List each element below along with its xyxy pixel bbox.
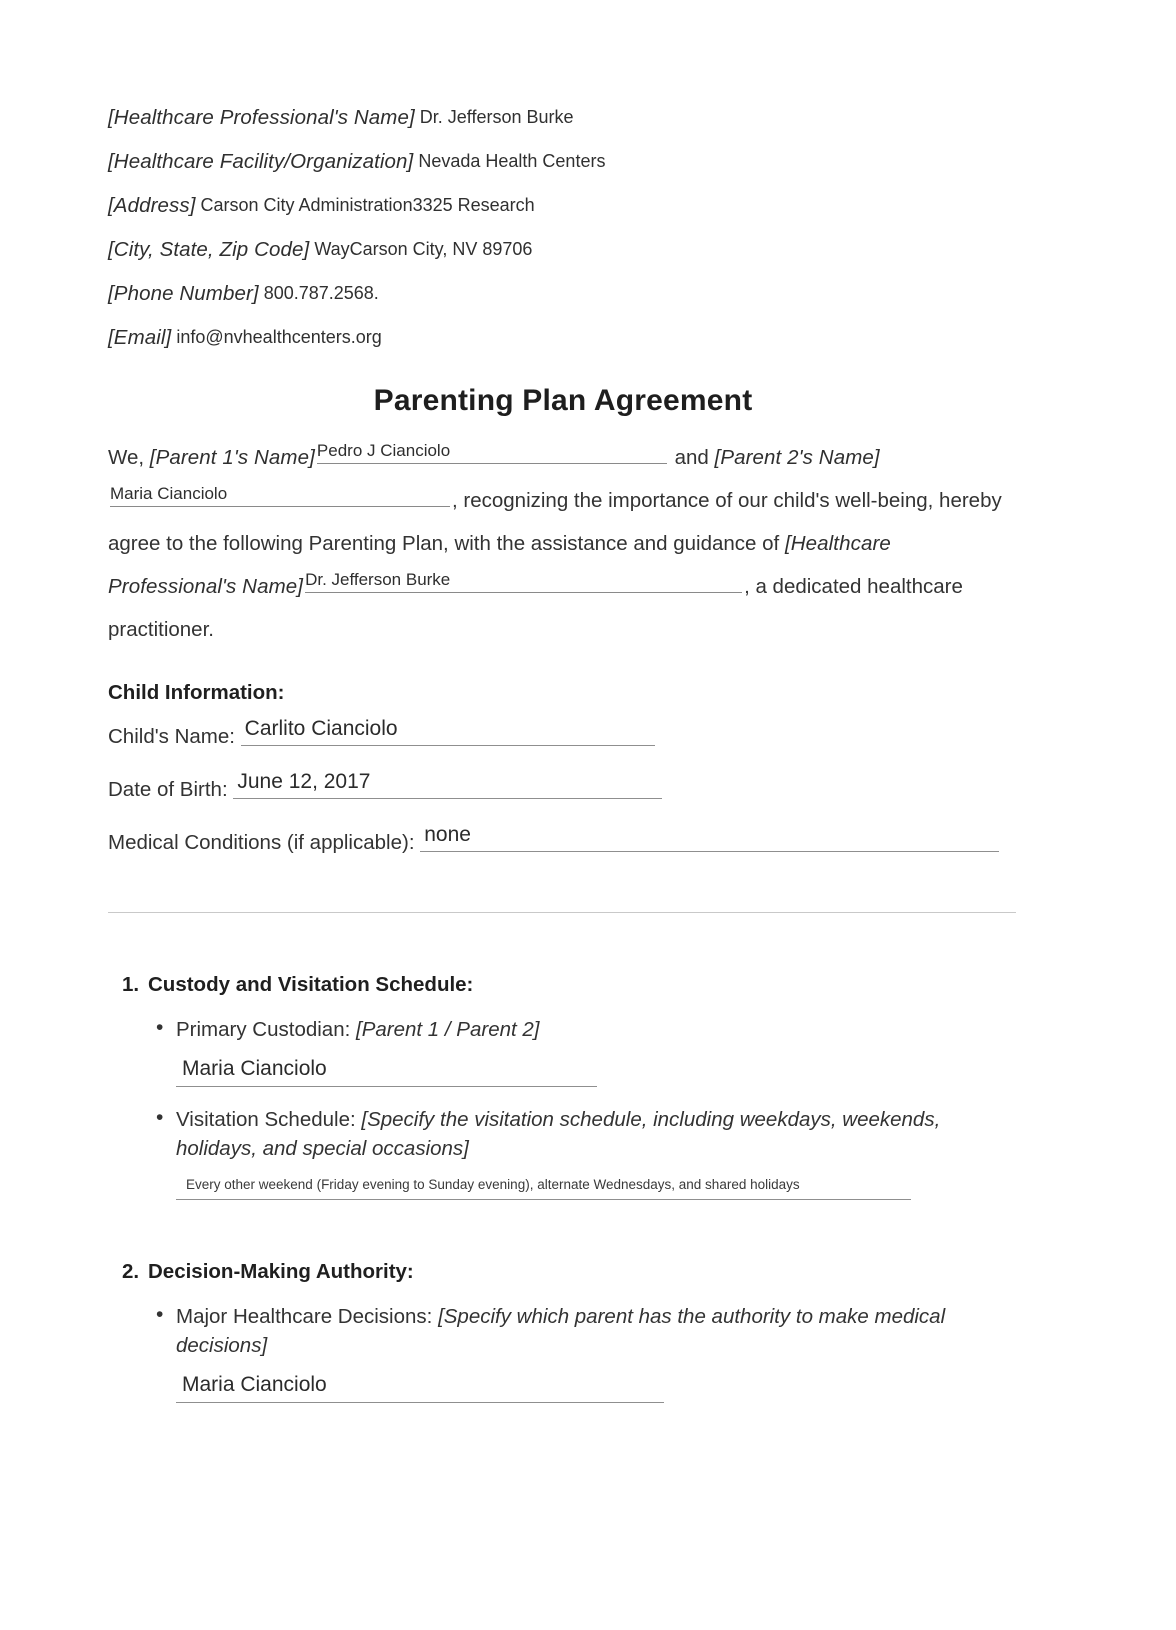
bullet-label-visitation-schedule: Visitation Schedule: [176, 1108, 356, 1131]
section-decision-making-authority [108, 1260, 1018, 1403]
child-medical-row [108, 821, 1018, 864]
agreement-clause-1: , recognizing the importance of our child's well-being, hereby [452, 489, 1002, 512]
placeholder-city-state-zip: [City, State, Zip Code] [108, 238, 310, 261]
child-name-row [108, 715, 1018, 758]
child-dob-row [108, 768, 1018, 811]
header-row-professional-name [108, 96, 1018, 140]
list-item [108, 1015, 1018, 1044]
spacer [108, 1200, 1018, 1260]
list-item [108, 1105, 1018, 1163]
placeholder-professional-name: [Healthcare Professional's Name] [108, 106, 415, 129]
field-parent2-name[interactable]: Maria Cianciolo [110, 484, 450, 507]
header-row-city-state-zip [108, 228, 1018, 272]
value-address: Carson City Administration3325 Research [200, 195, 535, 215]
placeholder-parent2: [Parent 2's Name] [714, 446, 880, 469]
value-city-state-zip: WayCarson City, NV 89706 [314, 239, 533, 259]
placeholder-phone: [Phone Number] [108, 282, 259, 305]
field-child-medical-conditions[interactable]: none [420, 823, 999, 852]
section-1-bullet-list [108, 1015, 1018, 1044]
value-professional-name: Dr. Jefferson Burke [419, 107, 574, 127]
child-dob-label: Date of Birth: [108, 778, 228, 801]
placeholder-facility: [Healthcare Facility/Organization] [108, 150, 414, 173]
bullet-label-major-healthcare-decisions: Major Healthcare Decisions: [176, 1305, 433, 1328]
section-1-heading [122, 973, 1018, 997]
bullet-label-primary-custodian: Primary Custodian: [176, 1018, 351, 1041]
child-information-heading: Child Information: [108, 681, 285, 704]
bullet-placeholder-major-healthcare-decisions: [Specify which parent has the authority to make medical decisions] [176, 1305, 946, 1357]
section-2-heading [122, 1260, 1018, 1284]
field-child-dob[interactable]: June 12, 2017 [233, 770, 662, 799]
section-2-bullet-list [108, 1302, 1018, 1360]
field-major-healthcare-decisions[interactable]: Maria Cianciolo [176, 1372, 664, 1403]
page-title: Parenting Plan Agreement [373, 384, 753, 417]
field-healthcare-professional-name[interactable]: Dr. Jefferson Burke [305, 570, 742, 593]
placeholder-email: [Email] [108, 326, 172, 349]
header-row-facility [108, 140, 1018, 184]
section-2-title: Decision-Making Authority: [148, 1260, 414, 1283]
bullet-placeholder-visitation-schedule: [Specify the visitation schedule, including weekdays, weekends, holidays, and special occasions] [176, 1108, 941, 1160]
header-row-phone [108, 272, 1018, 316]
agreement-clause-3: , a dedicated healthcare [744, 575, 963, 598]
section-custody-and-visitation [108, 973, 1018, 1200]
field-primary-custodian[interactable]: Maria Cianciolo [176, 1056, 597, 1087]
agreement-clause-4: practitioner. [108, 618, 214, 641]
placeholder-healthcare-b: Professional's Name] [108, 575, 304, 598]
child-medical-label: Medical Conditions (if applicable): [108, 831, 415, 854]
document-content [108, 96, 1018, 1403]
header-row-address [108, 184, 1018, 228]
placeholder-healthcare-a: [Healthcare [784, 532, 891, 555]
section-1-title: Custody and Visitation Schedule: [148, 973, 474, 996]
value-facility: Nevada Health Centers [418, 151, 606, 171]
agreement-lead-in: We, [108, 446, 145, 469]
field-visitation-schedule[interactable]: Every other weekend (Friday evening to Sunday evening), alternate Wednesdays, and shared holidays [176, 1175, 911, 1200]
healthcare-contact-block [108, 96, 1018, 360]
section-1-bullet-list-2 [108, 1105, 1018, 1163]
bullet-placeholder-primary-custodian: [Parent 1 / Parent 2] [356, 1018, 540, 1041]
agreement-paragraph [108, 436, 1018, 651]
list-item [108, 1302, 1018, 1360]
spacer [108, 913, 1018, 973]
child-name-label: Child's Name: [108, 725, 235, 748]
section-2-index: 2. [122, 1260, 140, 1283]
value-email: info@nvhealthcenters.org [176, 327, 382, 347]
field-child-name[interactable]: Carlito Cianciolo [241, 717, 655, 746]
value-phone: 800.787.2568. [263, 283, 379, 303]
placeholder-address: [Address] [108, 194, 196, 217]
header-row-email [108, 316, 1018, 360]
agreement-clause-2: agree to the following Parenting Plan, with the assistance and guidance of [108, 532, 780, 555]
section-1-index: 1. [122, 973, 140, 996]
placeholder-parent1: [Parent 1's Name] [149, 446, 315, 469]
agreement-conjunction: and [674, 446, 709, 469]
field-parent1-name[interactable]: Pedro J Cianciolo [317, 441, 667, 464]
